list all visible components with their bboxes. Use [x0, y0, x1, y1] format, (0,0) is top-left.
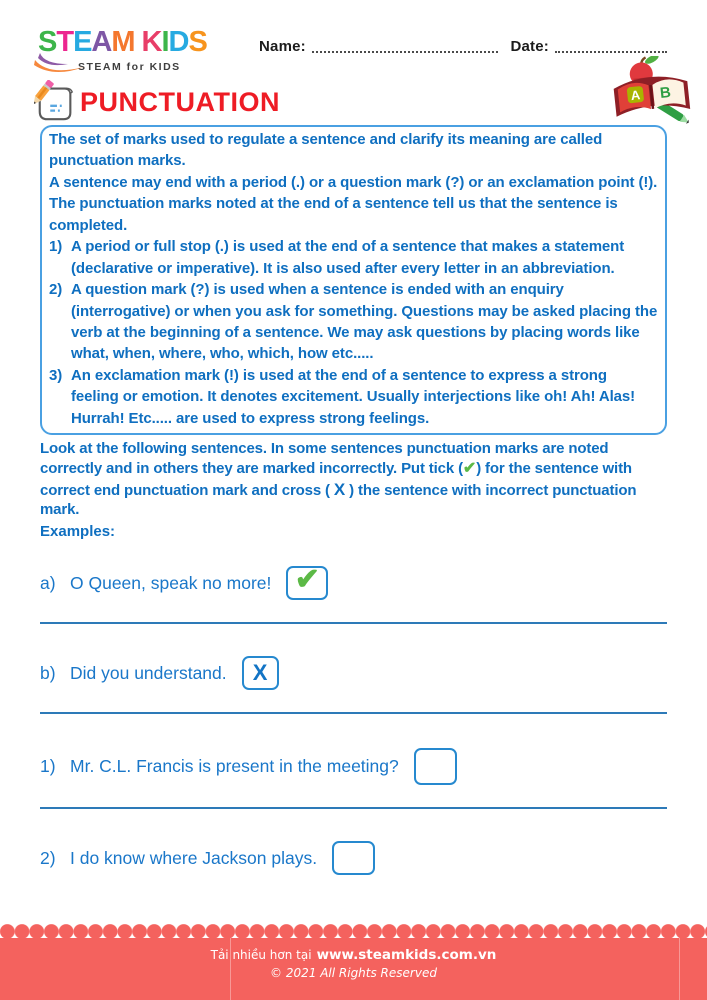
instructions-text: ) for the sentence with correct end punctuation mark and cross ( — [40, 459, 632, 499]
name-input-line[interactable] — [312, 40, 499, 53]
answer-box-empty[interactable] — [332, 841, 375, 875]
rule-number: 1) — [49, 238, 63, 256]
examples-label: Examples: — [40, 523, 116, 541]
punctuation-rules-box — [40, 125, 667, 435]
svg-text:A: A — [629, 87, 641, 104]
instructions-paragraph — [40, 440, 667, 519]
rule-text: A sentence may end with a period (.) or a question mark (?) or an exclamation point (!). — [49, 173, 658, 191]
pencil-paper-icon — [34, 80, 78, 124]
rule-item — [49, 279, 658, 365]
example-row-b — [40, 656, 667, 690]
answer-box-ticked[interactable] — [286, 562, 328, 600]
cross-icon: X — [252, 660, 268, 686]
item-prefix: a) — [40, 572, 56, 593]
header — [0, 0, 707, 73]
logo-letter: A — [91, 26, 112, 58]
sentence-text: I do know where Jackson plays. — [70, 847, 318, 868]
date-input-line[interactable] — [555, 40, 667, 53]
answer-box-crossed[interactable] — [242, 656, 279, 690]
rule-text: An exclamation mark (!) is used at the end of a sentence to express a strong feeling or emotion. It denotes excitement. Usually interjections like oh! Ah! Alas! Hurrah! Etc..... are used to express strong feelings. — [71, 366, 636, 427]
footer-divider — [679, 938, 680, 1000]
rule-text: A period or full stop (.) is used at the end of a sentence that makes a statement (declarative or imperative). It is also used after every letter in an abbreviation. — [71, 238, 625, 277]
date-label: Date: — [510, 38, 549, 55]
tick-icon: ✔ — [462, 459, 477, 477]
logo-swoosh-icon — [34, 52, 100, 76]
logo-letter: T — [56, 26, 74, 58]
item-prefix: b) — [40, 662, 56, 683]
svg-text:B: B — [659, 83, 672, 103]
footer-text — [0, 938, 707, 980]
logo-letter: K — [141, 26, 162, 58]
item-prefix: 1) — [40, 756, 56, 777]
item-prefix: 2) — [40, 847, 56, 868]
name-label: Name: — [259, 38, 306, 55]
rule-item — [49, 365, 658, 429]
logo-letter: S — [38, 26, 57, 58]
divider-line — [40, 622, 667, 624]
logo-subtitle: STEAM for KIDS — [78, 61, 181, 73]
logo-letter: M — [111, 26, 135, 58]
footer — [0, 938, 707, 1000]
logo-letter: E — [73, 26, 92, 58]
rule-number: 3) — [49, 366, 63, 384]
footer-prefix: Tải nhiều hơn tại — [210, 948, 312, 962]
page-title: PUNCTUATION — [80, 86, 280, 117]
answer-box-empty[interactable] — [414, 748, 457, 785]
tick-icon: ✔ — [294, 562, 320, 596]
divider-line — [40, 712, 667, 714]
rule-number: 2) — [49, 281, 63, 299]
logo-letter: D — [168, 26, 189, 58]
rule-text: The set of marks used to regulate a sentence and clarify its meaning are called punctuation marks. — [49, 131, 603, 170]
question-row-2 — [40, 841, 667, 875]
cross-icon: X — [333, 479, 346, 499]
example-row-a — [40, 562, 667, 600]
footer-url-link[interactable]: www.steamkids.com.vn — [316, 947, 497, 963]
sentence-text: Mr. C.L. Francis is present in the meeting? — [70, 756, 399, 777]
footer-divider — [230, 938, 231, 1000]
divider-line — [40, 807, 667, 809]
instructions-text: ) the sentence with incorrect punctuation mark. — [40, 481, 637, 518]
instructions-text: Look at the following sentences. In some sentences punctuation marks are noted correctly and in others they are marked incorrectly. Put tick ( — [40, 440, 609, 477]
question-row-1 — [40, 748, 667, 785]
sentence-text: Did you understand. — [70, 662, 227, 683]
abc-book-icon — [603, 56, 699, 124]
rule-text: The punctuation marks noted at the end of a sentence tell us that the sentence is completed. — [49, 195, 618, 234]
logo-letter: S — [188, 26, 207, 58]
logo-letter: I — [161, 26, 169, 58]
footer-scallop-edge — [0, 923, 707, 938]
steamkids-logo — [38, 28, 243, 73]
sentence-text: O Queen, speak no more! — [70, 572, 272, 593]
name-date-row — [259, 38, 667, 55]
rule-item — [49, 236, 658, 279]
rule-text: A question mark (?) is used when a sentence is ended with an enquiry (interrogative) or when you ask for something. Questions may be asked placing the verb at the beginning of a sentence. We may ask questions by placing words like what, when, where, who, which, how etc..... — [71, 281, 658, 363]
footer-copyright: © 2021 All Rights Reserved — [270, 966, 437, 980]
